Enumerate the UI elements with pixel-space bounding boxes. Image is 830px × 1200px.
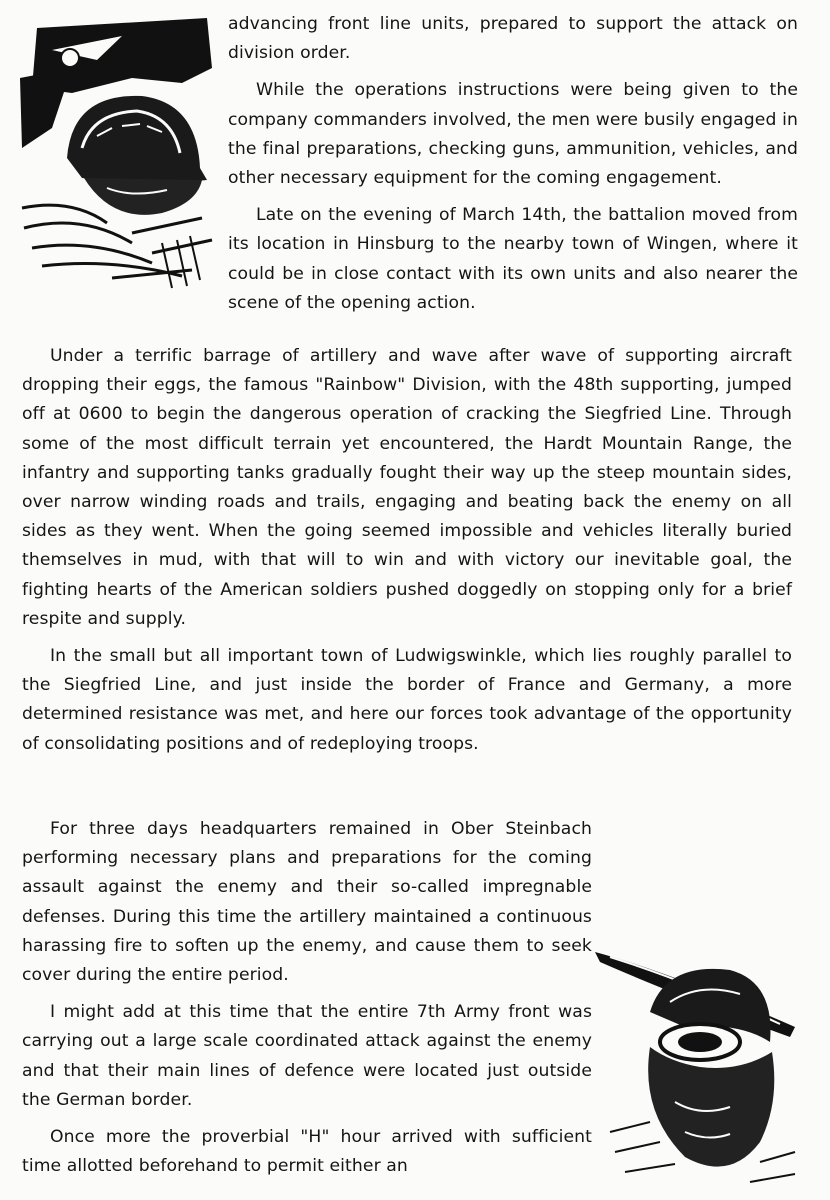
- paragraph: advancing front line units, prepared to support the attack on division order.: [228, 14, 798, 64]
- paragraph: For three days headquarters remained in Ober Steinbach performing necessary plans and preparations for the coming assault against the enemy and their so-called impregnable defenses. During this time the artillery maintained a continuous harassing fire to soften up the enemy, and cause them to seek cover during the entire period.: [22, 819, 592, 986]
- text-column-top: [228, 10, 798, 326]
- paragraph: In the small but all important town of Ludwigswinkle, which lies roughly parallel to the Siegfried Line, and just inside the border of France and Germany, a more determined resistance was met, and here our forces took advantage of the opportunity of consolidating positions and of redeploying troops.: [22, 646, 792, 754]
- text-column-bottom: [22, 815, 592, 1189]
- text-column-full: [22, 342, 792, 767]
- paragraph: While the operations instructions were being given to the company commanders involved, the men were busily engaged in the final preparations, checking guns, ammunition, vehicles, and other necessary equipment for the coming engagement.: [228, 80, 798, 189]
- paragraph: Late on the evening of March 14th, the battalion moved from its location in Hinsburg to the nearby town of Wingen, where it could be in close contact with its own units and also nearer the scene of the opening action.: [228, 205, 798, 313]
- paragraph: Once more the proverbial "H" hour arrived with sufficient time allotted beforehand to permit either an: [22, 1127, 592, 1177]
- paragraph: I might add at this time that the entire 7th Army front was carrying out a large scale coordinated attack against the enemy and that their main lines of defence were located just outside the German border.: [22, 1002, 592, 1110]
- helmet-soldier-sketch-icon: [12, 8, 217, 293]
- aviator-helmet-sketch-icon: [590, 902, 800, 1192]
- paragraph: Under a terrific barrage of artillery and wave after wave of supporting aircraft dropping their eggs, the famous "Rainbow" Division, with the 48th supporting, jumped off at 0600 to begin the dangerous operation of cracking the Siegfried Line. Through some of the most difficult terrain yet encountered, the Hardt Mountain Range, the infantry and supporting tanks gradually fought their way up the steep mountain sides, over narrow winding roads and trails, engaging and beating back the enemy on all sides as they went. When the going seemed impossible and vehicles literally buried themselves in mud, with that will to win and with victory our inevitable goal, the fighting hearts of the American soldiers pushed doggedly on stopping only for a brief respite and supply.: [22, 346, 792, 629]
